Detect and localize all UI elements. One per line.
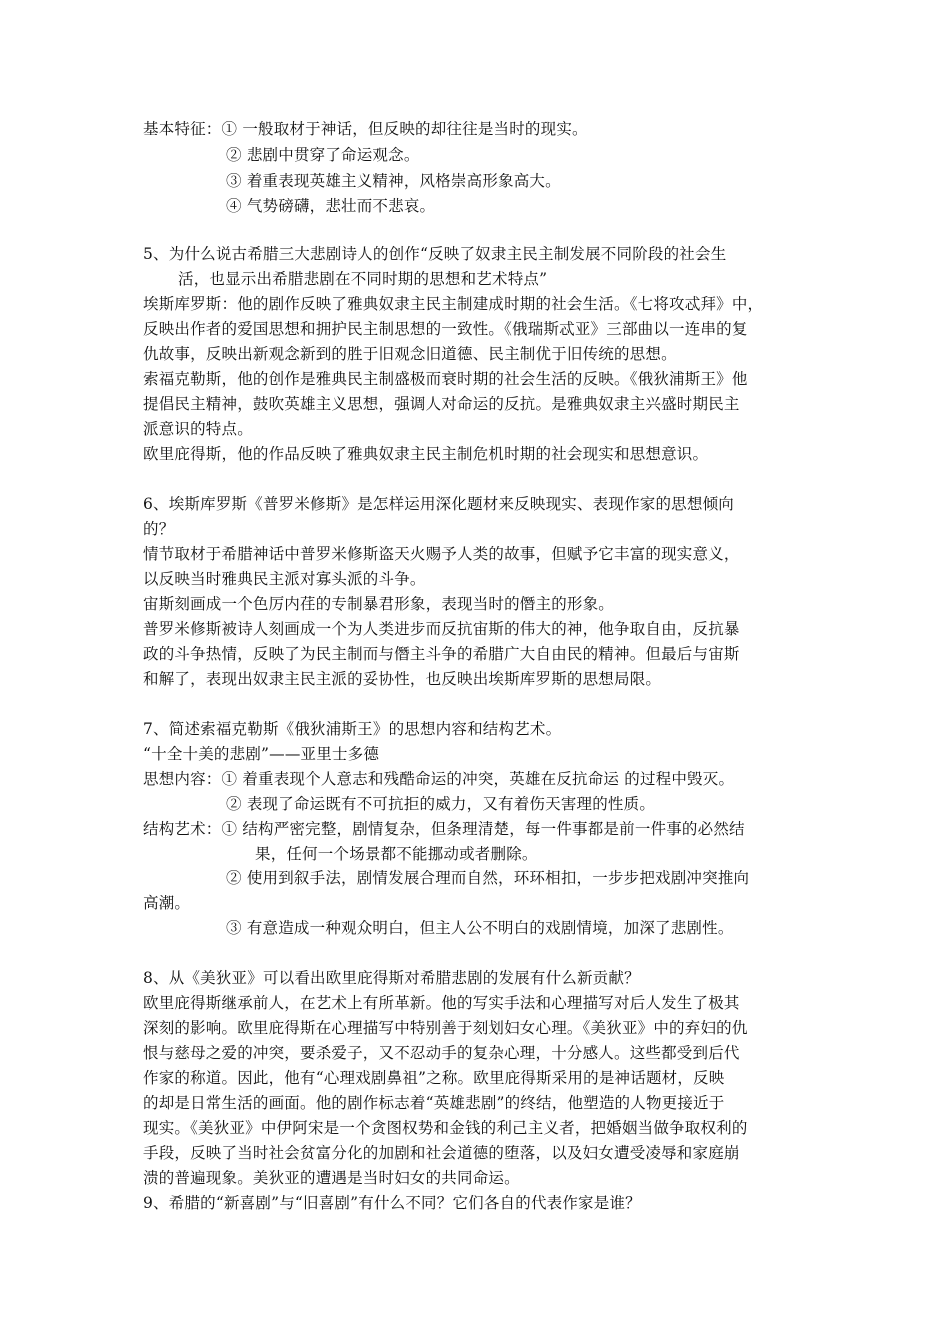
q5-answer-line: 反映出作者的爱国思想和拥护民主制思想的一致性。《俄瑞斯忒亚》三部曲以一连串的复: [143, 320, 748, 338]
q7-structure-item: ③ 有意造成一种观众明白，但主人公不明白的戏剧情境，加深了悲剧性。: [226, 919, 734, 937]
q5-answer-line: 埃斯库罗斯：他的剧作反映了雅典奴隶主民主制建成时期的社会生活。《七将攻忒拜》中，: [143, 295, 764, 313]
q8-answer-line: 作家的称道。因此，他有“心理戏剧鼻祖”之称。欧里庇得斯采用的是神话题材，反映: [143, 1069, 725, 1087]
q7-quote: “十全十美的悲剧”——亚里士多德: [143, 745, 380, 763]
features-item: ④ 气势磅礴，悲壮而不悲哀。: [226, 197, 436, 215]
q6-answer-line: 政的斗争热情，反映了为民主制而与僭主斗争的希腊广大自由民的精神。但最后与宙斯: [143, 645, 740, 663]
features-item: ② 悲剧中贯穿了命运观念。: [226, 146, 420, 164]
q5-answer-line: 派意识的特点。: [143, 420, 253, 438]
q6-question-line1: 6、埃斯库罗斯《普罗米修斯》是怎样运用深化题材来反映现实、表现作家的思想倾向: [143, 495, 734, 513]
q8-answer-line: 恨与慈母之爱的冲突，要杀爱子，又不忍动手的复杂心理，十分感人。这些都受到后代: [143, 1044, 740, 1062]
q8-answer-line: 手段，反映了当时社会贫富分化的加剧和社会道德的堕落，以及妇女遭受凌辱和家庭崩: [143, 1144, 740, 1162]
q8-answer-line: 深刻的影响。欧里庇得斯在心理描写中特别善于刻划妇女心理。《美狄亚》中的弃妇的仇: [143, 1019, 748, 1037]
q7-structure-item: ② 使用到叙手法，剧情发展合理而自然，环环相扣，一步步把戏剧冲突推向: [226, 869, 750, 887]
q9-question: 9、希腊的“新喜剧”与“旧喜剧”有什么不同？它们各自的代表作家是谁？: [143, 1194, 641, 1212]
q6-answer-line: 和解了，表现出奴隶主民主派的妥协性，也反映出埃斯库罗斯的思想局限。: [143, 670, 662, 688]
q5-answer-line: 仇故事，反映出新观念新到的胜于旧观念旧道德、民主制优于旧传统的思想。: [143, 345, 677, 363]
q5-answer-line: 欧里庇得斯，他的作品反映了雅典奴隶主民主制危机时期的社会现实和思想意识。: [143, 445, 709, 463]
q8-question: 8、从《美狄亚》可以看出欧里庇得斯对希腊悲剧的发展有什么新贡献？: [143, 969, 640, 987]
q8-answer-line: 溃的普遍现象。美狄亚的遭遇是当时妇女的共同命运。: [143, 1169, 520, 1187]
q7-structure-item: 结构艺术：① 结构严密完整，剧情复杂，但条理清楚，每一件事都是前一件事的必然结: [143, 820, 745, 838]
q8-answer-line: 现实。《美狄亚》中伊阿宋是一个贪图权势和金钱的利己主义者，把婚姻当做争取权利的: [143, 1119, 748, 1137]
features-label: 基本特征：① 一般取材于神话，但反映的却往往是当时的现实。: [143, 120, 588, 138]
q7-question: 7、简述索福克勒斯《俄狄浦斯王》的思想内容和结构艺术。: [143, 720, 562, 738]
features-item: ③ 着重表现英雄主义精神，风格崇高形象高大。: [226, 172, 561, 190]
q7-structure-item-cont: 果，任何一个场景都不能挪动或者删除。: [255, 845, 538, 863]
q7-content-item: 思想内容：① 着重表现个人意志和残酷命运的冲突，英雄在反抗命运 的过程中毁灭。: [143, 770, 735, 788]
q7-content-item: ② 表现了命运既有不可抗拒的威力，又有着伤天害理的性质。: [226, 795, 656, 813]
q5-answer-line: 提倡民主精神，鼓吹英雄主义思想，强调人对命运的反抗。是雅典奴隶主兴盛时期民主: [143, 395, 740, 413]
q6-answer-line: 普罗米修斯被诗人刻画成一个为人类进步而反抗宙斯的伟大的神，他争取自由，反抗暴: [143, 620, 740, 638]
q8-answer-line: 欧里庇得斯继承前人，在艺术上有所革新。他的写实手法和心理描写对后人发生了极其: [143, 994, 740, 1012]
q8-answer-line: 的却是日常生活的画面。他的剧作标志着“英雄悲剧”的终结，他塑造的人物更接近于: [143, 1094, 725, 1112]
q5-answer-line: 索福克勒斯，他的创作是雅典民主制盛极而衰时期的社会生活的反映。《俄狄浦斯王》他: [143, 370, 748, 388]
q6-answer-line: 以反映当时雅典民主派对寡头派的斗争。: [143, 570, 426, 588]
q6-answer-line: 情节取材于希腊神话中普罗米修斯盗天火赐予人类的故事，但赋予它丰富的现实意义，: [143, 545, 740, 563]
q5-question-line2: 活，也显示出希腊悲剧在不同时期的思想和艺术特点”: [178, 270, 548, 288]
q5-question-line1: 5、为什么说古希腊三大悲剧诗人的创作“反映了奴隶主民主制发展不同阶段的社会生: [143, 245, 727, 263]
q6-question-line2: 的？: [143, 520, 175, 538]
q6-answer-line: 宙斯刻画成一个色厉内荏的专制暴君形象，表现当时的僭主的形象。: [143, 595, 615, 613]
q7-structure-item-cont: 高潮。: [143, 894, 191, 912]
